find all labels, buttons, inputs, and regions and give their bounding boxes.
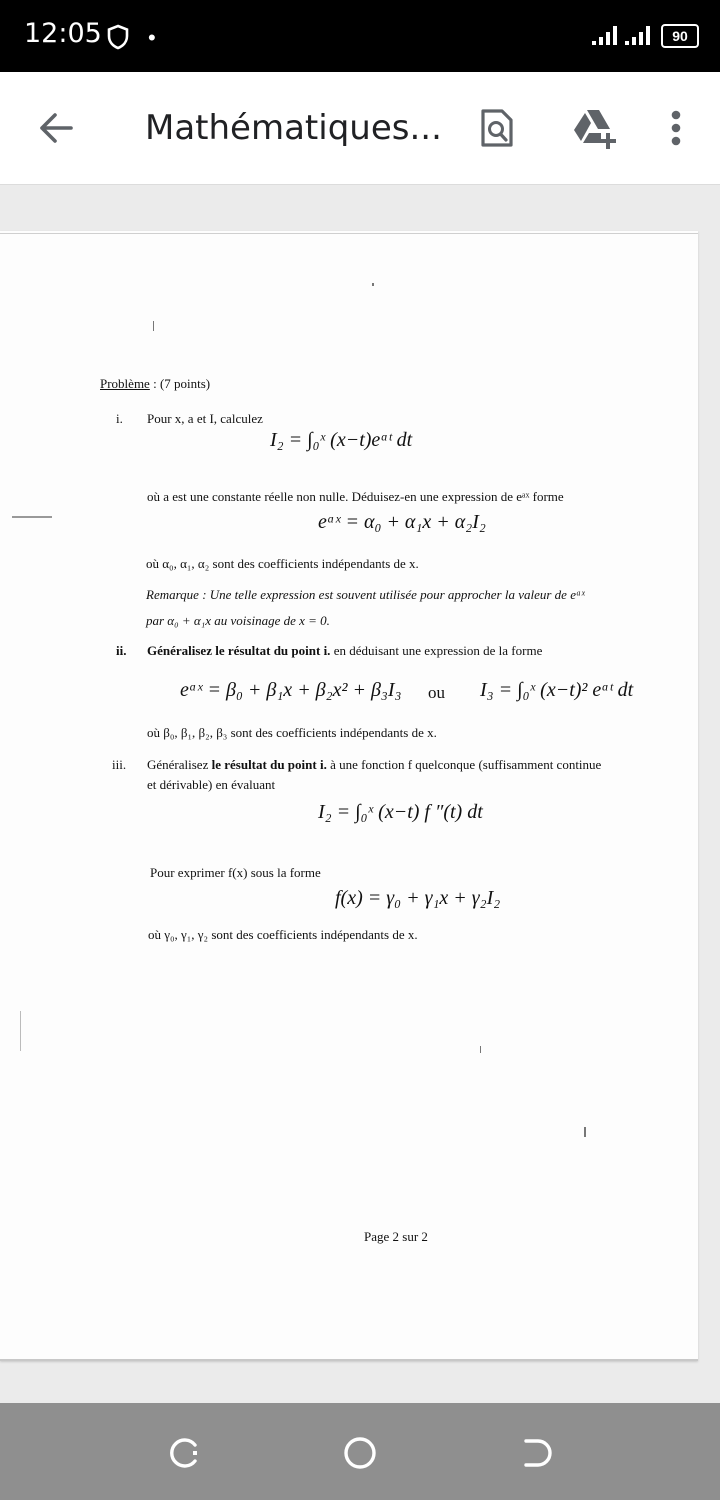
document-page [0, 231, 698, 1361]
back-arrow-icon[interactable] [30, 102, 82, 154]
question-3-text-a: Généralisez [147, 757, 212, 772]
question-3-statement-cont: et dérivable) en évaluant [147, 777, 276, 792]
question-1-equation: I₂ = ∫₀ˣ (x−t)eᵅᵗ dt [270, 429, 413, 451]
app-bar [0, 72, 720, 185]
question-1-remark-cont: par α₀ + α₁x au voisinage de x = 0. [146, 613, 330, 628]
document-viewer[interactable] [0, 185, 720, 1403]
question-2-or: ou [428, 683, 445, 702]
scan-speck [153, 321, 154, 331]
scan-speck [20, 1011, 21, 1051]
status-time: 12:05 [24, 18, 102, 49]
status-bar [0, 0, 720, 72]
page-footer: Page 2 sur 2 [364, 1229, 428, 1244]
question-3-express: Pour exprimer f(x) sous la forme [150, 865, 321, 880]
question-2-numeral: ii. [116, 643, 127, 658]
question-2-integral: I₃ = ∫₀ˣ (x−t)² eᵅᵗ dt [480, 679, 634, 701]
question-1-coefficients: où α₀, α₁, α₂ sont des coefficients indépendants de x. [146, 556, 419, 571]
home-icon[interactable] [334, 1427, 386, 1479]
scan-speck [372, 283, 374, 286]
question-2-lead-rest: en déduisant une expression de la forme [330, 643, 543, 658]
scan-speck [584, 1127, 586, 1137]
question-3-text-b: à une fonction f quelconque (suffisamment continue [326, 757, 602, 772]
battery-icon [661, 24, 699, 48]
scan-speck [480, 1046, 481, 1053]
notification-dot: • [148, 25, 156, 50]
question-3-coefficients: où γ₀, γ₁, γ₂ sont des coefficients indépendants de x. [148, 927, 418, 942]
question-1-expansion: eᵅˣ = α₀ + α₁x + α₂I₂ [318, 511, 486, 533]
question-3-integral: I₂ = ∫₀ˣ (x−t) f ″(t) dt [318, 801, 483, 823]
question-2-coefficients: où β₀, β₁, β₂, β₃ sont des coefficients indépendants de x. [147, 725, 437, 740]
scan-speck [12, 516, 52, 518]
signal-icon [623, 24, 655, 46]
add-to-drive-icon[interactable] [568, 102, 620, 154]
page-edge [0, 1359, 698, 1361]
question-2-lead: Généralisez le résultat du point i. [147, 643, 331, 658]
page-edge [0, 233, 698, 234]
problem-heading-label: Problème [100, 376, 150, 391]
question-2-statement [147, 643, 542, 659]
question-1-remark: Remarque : Une telle expression est souvent utilisée pour approcher la valeur de eᵃˣ [146, 587, 585, 602]
question-1-numeral: i. [116, 411, 123, 426]
question-1-deduction: où a est une constante réelle non nulle. Déduisez-en une expression de eᵃˣ forme [147, 489, 564, 504]
question-2-expansion: eᵅˣ = β₀ + β₁x + β₂x² + β₃I₃ [180, 679, 402, 701]
navigation-bar [0, 1403, 720, 1500]
more-vert-icon[interactable] [660, 102, 692, 154]
recent-apps-icon[interactable] [158, 1427, 210, 1479]
question-1-intro: Pour x, a et I, calculez [147, 411, 263, 426]
signal-icon [590, 24, 622, 46]
document-title: Mathématiques... [145, 108, 442, 148]
question-3-statement [147, 757, 601, 773]
back-icon[interactable] [510, 1427, 562, 1479]
question-3-expansion: f(x) = γ₀ + γ₁x + γ₂I₂ [335, 887, 501, 909]
shield-icon [106, 24, 130, 50]
problem-heading [100, 376, 210, 392]
question-3-numeral: iii. [112, 757, 127, 772]
battery-level: 90 [672, 28, 688, 44]
problem-heading-points: : (7 points) [149, 376, 211, 391]
search-document-icon[interactable] [475, 102, 519, 154]
question-3-bold: le résultat du point i. [211, 757, 327, 772]
